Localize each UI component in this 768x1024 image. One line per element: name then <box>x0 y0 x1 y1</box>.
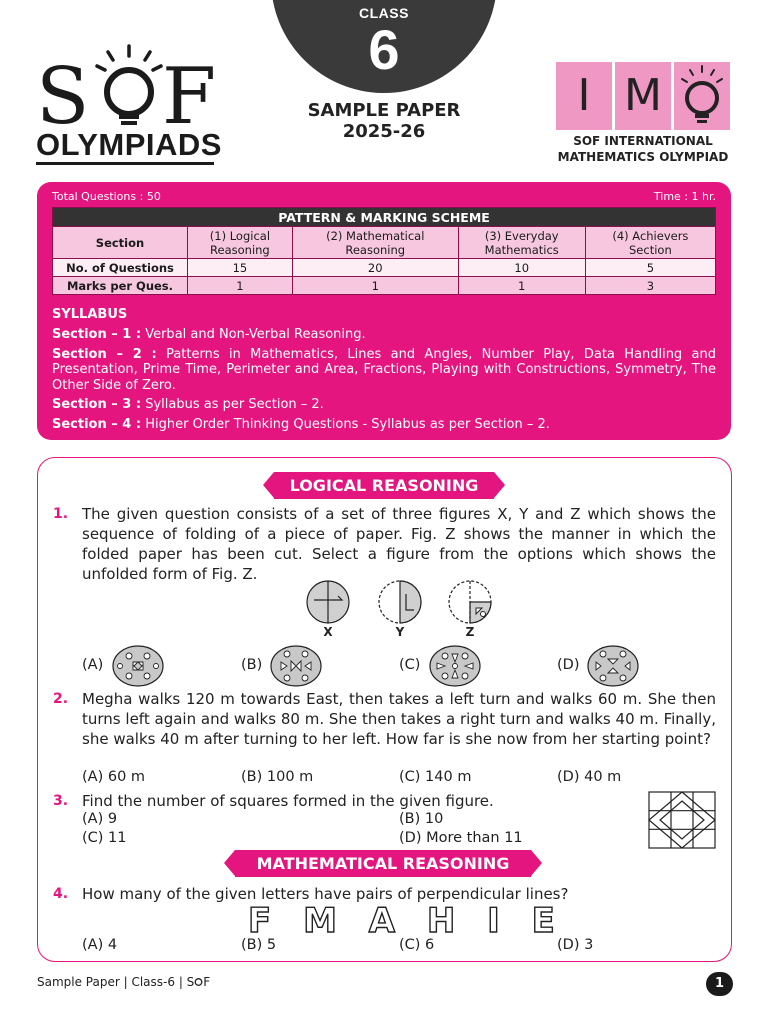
imo-letter-m: M <box>615 62 671 130</box>
footer-logo-tail: F <box>203 975 211 989</box>
page-number: 1 <box>706 972 733 996</box>
sample-paper-year: 2025-26 <box>342 121 426 142</box>
imo-subtitle <box>548 133 738 165</box>
table-cell: 10 <box>458 259 585 277</box>
col-header-1-l1: (1) Logical <box>209 228 271 243</box>
table-row <box>53 277 716 295</box>
syllabus-section-2 <box>52 347 716 393</box>
table-cell: 3 <box>585 277 715 295</box>
sof-olympiads-logo <box>36 38 221 163</box>
q1-option-a[interactable]: (A) <box>82 657 104 673</box>
row-label-questions: No. of Questions <box>53 259 188 277</box>
syllabus-label: Section – 2 : <box>52 347 157 362</box>
q4-option-d[interactable]: (D) 3 <box>557 937 594 953</box>
row-label-marks: Marks per Ques. <box>53 277 188 295</box>
class-label: CLASS <box>359 5 409 21</box>
row-label-section: Section <box>53 227 188 259</box>
imo-subtitle-line1: SOF INTERNATIONAL <box>573 134 713 148</box>
fig-label-z: Z <box>465 625 475 639</box>
q1-option-c[interactable]: (C) <box>399 657 421 673</box>
table-row <box>53 227 716 259</box>
syllabus-section-1 <box>52 327 716 342</box>
sof-logo-s: S <box>36 52 92 142</box>
question-2-text: Megha walks 120 m towards East, then takes a left turn and walks 60 m. She then turns left again and walks 80 m. She then takes a right turn and walks 40 m. Finally, she walks 40 m after turning to her left. How far is she now from her starting point? <box>82 690 716 748</box>
table-row <box>53 259 716 277</box>
q1-option-a-figure[interactable] <box>111 644 165 688</box>
q1-option-b[interactable]: (B) <box>241 657 263 673</box>
q1-folding-figures <box>300 580 500 640</box>
section-banner-mathematical: MATHEMATICAL REASONING <box>235 850 531 877</box>
table-cell: 5 <box>585 259 715 277</box>
q4-option-b[interactable]: (B) 5 <box>241 937 277 953</box>
scheme-title: PATTERN & MARKING SCHEME <box>53 208 716 227</box>
q4-option-c[interactable]: (C) 6 <box>399 937 435 953</box>
question-1-text: The given question consists of a set of three figures X, Y and Z which shows the sequence of folding of a piece of paper. Fig. Z shows the manner in which the folded paper has been cut. Select a figure from the options which shows the unfolded form of Fig. Z. <box>82 505 716 583</box>
total-questions: Total Questions : 50 <box>52 190 161 203</box>
q3-option-b[interactable]: (B) 10 <box>399 811 444 827</box>
col-header-2 <box>292 227 458 259</box>
syllabus-label: Section – 1 : <box>52 327 142 342</box>
imo-subtitle-line2: MATHEMATICS OLYMPIAD <box>557 150 729 164</box>
fig-label-y: Y <box>395 625 405 639</box>
table-cell: 1 <box>458 277 585 295</box>
col-header-3-l2: Mathematics <box>484 242 559 257</box>
q1-option-d[interactable]: (D) <box>557 657 580 673</box>
q2-option-c[interactable]: (C) 140 m <box>399 769 472 785</box>
pattern-scheme-panel <box>37 182 731 440</box>
q1-option-c-figure[interactable] <box>428 644 482 688</box>
olympiads-wordmark: OLYMPIADS <box>36 127 222 162</box>
q3-option-a[interactable]: (A) 9 <box>82 811 118 827</box>
syllabus-label: Section – 3 : <box>52 397 142 412</box>
syllabus-text: Higher Order Thinking Questions - Syllabus as per Section – 2. <box>141 417 550 432</box>
imo-letter-i: I <box>556 62 612 130</box>
q1-option-b-figure[interactable] <box>269 644 323 688</box>
col-header-4-l2: Section <box>629 242 672 257</box>
col-header-1 <box>188 227 293 259</box>
q2-option-d[interactable]: (D) 40 m <box>557 769 622 785</box>
class-number: 6 <box>368 18 400 81</box>
table-cell: 15 <box>188 259 293 277</box>
col-header-4 <box>585 227 715 259</box>
col-header-2-l1: (2) Mathematical <box>326 228 425 243</box>
sof-logo-f: F <box>162 52 219 142</box>
question-number: 1. <box>53 506 69 522</box>
syllabus-section-3 <box>52 397 716 412</box>
q4-option-a[interactable]: (A) 4 <box>82 937 118 953</box>
question-3-text: Find the number of squares formed in the given figure. <box>82 792 494 810</box>
class-badge <box>271 0 497 93</box>
col-header-3-l1: (3) Everyday <box>484 228 559 243</box>
q3-option-d[interactable]: (D) More than 11 <box>399 830 523 846</box>
imo-bulb-icon <box>674 62 730 130</box>
q4-letters: F M A H I E <box>248 901 565 941</box>
syllabus-text: Syllabus as per Section – 2. <box>141 397 324 412</box>
question-number: 3. <box>53 793 69 809</box>
col-header-2-l2: Reasoning <box>345 242 406 257</box>
q3-option-c[interactable]: (C) 11 <box>82 830 127 846</box>
col-header-4-l1: (4) Achievers <box>612 228 689 243</box>
table-cell: 1 <box>292 277 458 295</box>
marking-scheme-table <box>52 207 716 295</box>
table-cell: 1 <box>188 277 293 295</box>
lightbulb-icon <box>94 44 164 132</box>
q2-option-b[interactable]: (B) 100 m <box>241 769 314 785</box>
exam-time: Time : 1 hr. <box>653 190 716 203</box>
col-header-1-l2: Reasoning <box>210 242 270 257</box>
question-number: 4. <box>53 886 69 902</box>
section-banner-logical: LOGICAL REASONING <box>274 472 494 499</box>
table-cell: 20 <box>292 259 458 277</box>
sample-paper-label: SAMPLE PAPER <box>307 100 461 121</box>
fig-label-x: X <box>323 625 333 639</box>
syllabus-label: Section – 4 : <box>52 417 142 432</box>
footer-text: Sample Paper | Class-6 | S <box>37 975 195 989</box>
footer-label <box>37 975 210 989</box>
question-4-text: How many of the given letters have pairs of perpendicular lines? <box>82 885 569 903</box>
q2-option-a[interactable]: (A) 60 m <box>82 769 146 785</box>
imo-logo <box>556 62 731 132</box>
syllabus-heading: SYLLABUS <box>52 307 128 322</box>
col-header-3 <box>458 227 585 259</box>
syllabus-text: Patterns in Mathematics, Lines and Angles, Number Play, Data Handling and Presentation, Prime Time, Perimeter and Area, Fractions, Playing with Constructions, Symmetry, The Other Side of Zero. <box>52 347 716 393</box>
logo-underline <box>36 162 214 165</box>
q3-squares-figure <box>648 791 716 849</box>
footer-bulb-icon <box>194 977 203 987</box>
question-number: 2. <box>53 691 69 707</box>
syllabus-text: Verbal and Non-Verbal Reasoning. <box>141 327 366 342</box>
q1-option-d-figure[interactable] <box>586 644 640 688</box>
sample-paper-title <box>284 100 484 142</box>
syllabus-section-4 <box>52 417 716 432</box>
